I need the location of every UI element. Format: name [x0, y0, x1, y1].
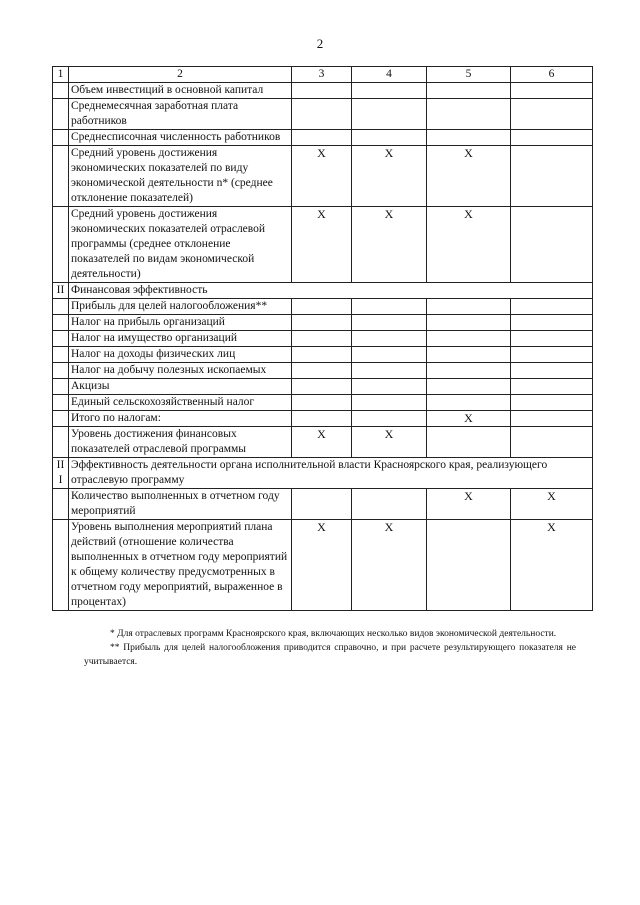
cell-c6	[511, 427, 593, 458]
footnote-1: * Для отраслевых программ Красноярского края, включающих несколько видов экономической деятельности.	[110, 629, 557, 639]
cell-c6	[511, 83, 593, 99]
cell-c4	[352, 315, 427, 331]
cell-c4: X	[352, 520, 427, 611]
cell-c3	[292, 363, 352, 379]
row-section-number	[53, 411, 69, 427]
table-row	[53, 207, 593, 283]
cell-c4	[352, 489, 427, 520]
table-row	[53, 427, 593, 458]
indicator-name: Акцизы	[69, 379, 292, 395]
row-section-number	[53, 379, 69, 395]
indicator-name: Прибыль для целей налогообложения**	[69, 299, 292, 315]
cell-c4	[352, 83, 427, 99]
table-row	[53, 315, 593, 331]
cell-c6	[511, 347, 593, 363]
indicator-name: Налог на добычу полезных ископаемых	[69, 363, 292, 379]
indicator-name: Уровень выполнения мероприятий плана действий (отношение количества выполненных в отчетном году мероприятий к общему количеству предусмотренных в отчетном году мероприятий, выраженное в процентах)	[69, 520, 292, 611]
cell-c4	[352, 130, 427, 146]
cell-c5	[427, 520, 511, 611]
table-row	[53, 379, 593, 395]
cell-c6: X	[511, 520, 593, 611]
table-row	[53, 331, 593, 347]
cell-c3	[292, 130, 352, 146]
column-header: 1	[53, 67, 69, 83]
table-header-row	[53, 67, 593, 83]
cell-c3	[292, 347, 352, 363]
row-section-number	[53, 315, 69, 331]
cell-c5	[427, 395, 511, 411]
indicator-name: Количество выполненных в отчетном году мероприятий	[69, 489, 292, 520]
footnotes	[84, 627, 576, 669]
cell-c6: X	[511, 489, 593, 520]
cell-c4	[352, 395, 427, 411]
cell-c3	[292, 379, 352, 395]
cell-c3	[292, 395, 352, 411]
cell-c3	[292, 299, 352, 315]
column-header: 5	[427, 67, 511, 83]
cell-c5: X	[427, 146, 511, 207]
cell-c5: X	[427, 207, 511, 283]
row-section-number	[53, 520, 69, 611]
cell-c5	[427, 83, 511, 99]
cell-c3	[292, 83, 352, 99]
table-row	[53, 99, 593, 130]
indicator-name: Налог на доходы физических лиц	[69, 347, 292, 363]
table-row	[53, 299, 593, 315]
cell-c6	[511, 379, 593, 395]
column-header: 2	[69, 67, 292, 83]
cell-c6	[511, 146, 593, 207]
cell-c3: X	[292, 146, 352, 207]
table-row	[53, 458, 593, 489]
column-header: 4	[352, 67, 427, 83]
indicator-name: Средний уровень достижения экономических показателей по виду экономической деятельности n* (среднее отклонение показателей)	[69, 146, 292, 207]
indicator-name: Среднесписочная численность работников	[69, 130, 292, 146]
indicator-name: Среднемесячная заработная плата работников	[69, 99, 292, 130]
row-section-number	[53, 363, 69, 379]
cell-c3: X	[292, 207, 352, 283]
cell-c5: X	[427, 411, 511, 427]
cell-c3: X	[292, 427, 352, 458]
cell-c3: X	[292, 520, 352, 611]
indicators-table	[52, 66, 593, 611]
cell-c6	[511, 411, 593, 427]
cell-c4	[352, 331, 427, 347]
table-row	[53, 520, 593, 611]
table-row	[53, 395, 593, 411]
row-section-number: III	[53, 458, 69, 489]
cell-c4: X	[352, 427, 427, 458]
row-section-number	[53, 207, 69, 283]
cell-c3	[292, 315, 352, 331]
cell-c4	[352, 363, 427, 379]
cell-c6	[511, 299, 593, 315]
indicator-name: Итого по налогам:	[69, 411, 292, 427]
column-header: 3	[292, 67, 352, 83]
cell-c4	[352, 347, 427, 363]
table-row	[53, 146, 593, 207]
cell-c5	[427, 363, 511, 379]
cell-c6	[511, 331, 593, 347]
cell-c5	[427, 379, 511, 395]
table-row	[53, 347, 593, 363]
indicator-name: Уровень достижения финансовых показателей отраслевой программы	[69, 427, 292, 458]
cell-c4: X	[352, 146, 427, 207]
row-section-number	[53, 489, 69, 520]
row-section-number	[53, 347, 69, 363]
cell-c6	[511, 130, 593, 146]
indicator-name: Средний уровень достижения экономических показателей отраслевой программы (среднее отклонение показателей по видам экономической деятельности)	[69, 207, 292, 283]
table-row	[53, 130, 593, 146]
indicator-name: Налог на прибыль организаций	[69, 315, 292, 331]
cell-c5	[427, 427, 511, 458]
table-row	[53, 363, 593, 379]
indicator-name: Объем инвестиций в основной капитал	[69, 83, 292, 99]
row-section-number	[53, 99, 69, 130]
footnote-2: ** Прибыль для целей налогообложения приводится справочно, и при расчете результирующего показателя не учитывается.	[84, 643, 576, 667]
cell-c5	[427, 99, 511, 130]
cell-c4	[352, 299, 427, 315]
row-section-number	[53, 299, 69, 315]
cell-c6	[511, 99, 593, 130]
cell-c4	[352, 99, 427, 130]
cell-c4	[352, 411, 427, 427]
row-section-number	[53, 331, 69, 347]
table-row	[53, 283, 593, 299]
cell-c5	[427, 331, 511, 347]
indicator-name: Единый сельскохозяйственный налог	[69, 395, 292, 411]
column-header: 6	[511, 67, 593, 83]
cell-c6	[511, 315, 593, 331]
section-title: Финансовая эффективность	[69, 283, 593, 299]
cell-c6	[511, 207, 593, 283]
cell-c3	[292, 411, 352, 427]
table-row	[53, 489, 593, 520]
cell-c4: X	[352, 207, 427, 283]
cell-c3	[292, 331, 352, 347]
row-section-number	[53, 146, 69, 207]
cell-c3	[292, 99, 352, 130]
row-section-number	[53, 395, 69, 411]
table-row	[53, 411, 593, 427]
row-section-number	[53, 83, 69, 99]
table-row	[53, 83, 593, 99]
row-section-number	[53, 130, 69, 146]
cell-c5	[427, 130, 511, 146]
cell-c6	[511, 395, 593, 411]
indicator-name: Налог на имущество организаций	[69, 331, 292, 347]
cell-c5	[427, 299, 511, 315]
page-number: 2	[316, 36, 324, 51]
section-title: Эффективность деятельности органа исполнительной власти Красноярского края, реализующего отраслевую программу	[69, 458, 593, 489]
cell-c3	[292, 489, 352, 520]
cell-c6	[511, 363, 593, 379]
cell-c5	[427, 315, 511, 331]
cell-c5	[427, 347, 511, 363]
cell-c5: X	[427, 489, 511, 520]
cell-c4	[352, 379, 427, 395]
row-section-number: II	[53, 283, 69, 299]
row-section-number	[53, 427, 69, 458]
